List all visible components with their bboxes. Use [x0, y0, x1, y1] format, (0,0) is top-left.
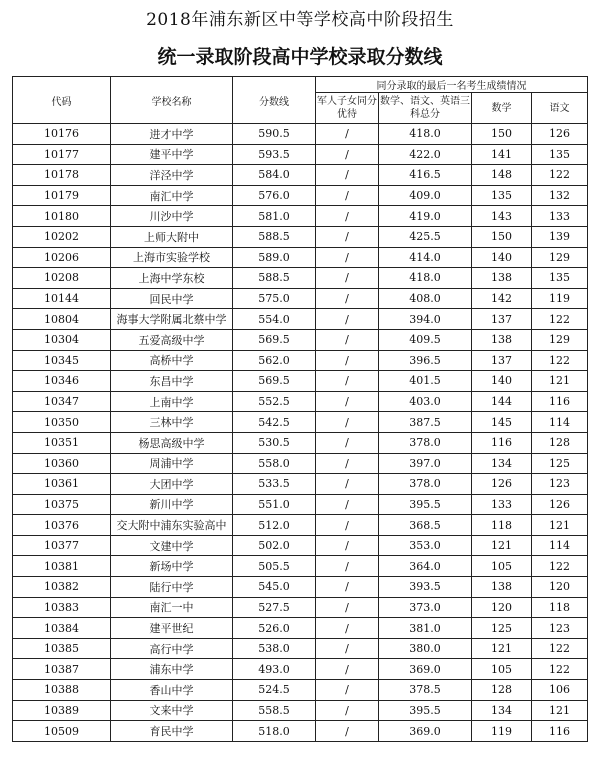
- cell-three-subject-total: 408.0: [379, 288, 472, 309]
- cell-school-name: 上海市实验学校: [111, 247, 233, 268]
- cell-score-line: 588.5: [233, 226, 316, 247]
- table-row: [13, 432, 588, 453]
- cell-code: 10347: [13, 391, 111, 412]
- cell-math: 138: [472, 268, 532, 289]
- cell-military-priority: /: [316, 638, 379, 659]
- header-code: 代码: [13, 77, 111, 124]
- cell-military-priority: /: [316, 371, 379, 392]
- cell-code: 10206: [13, 247, 111, 268]
- cell-chinese: 139: [532, 226, 588, 247]
- header-chinese: 语文: [532, 93, 588, 124]
- cell-chinese: 121: [532, 371, 588, 392]
- cell-chinese: 129: [532, 247, 588, 268]
- cell-chinese: 122: [532, 165, 588, 186]
- document-title: 2018年浦东新区中等学校高中阶段招生: [146, 10, 454, 30]
- cell-three-subject-total: 422.0: [379, 144, 472, 165]
- cell-score-line: 569.5: [233, 329, 316, 350]
- cell-military-priority: /: [316, 329, 379, 350]
- cell-three-subject-total: 393.5: [379, 577, 472, 598]
- cell-math: 121: [472, 638, 532, 659]
- cell-score-line: 505.5: [233, 556, 316, 577]
- table-row: [13, 638, 588, 659]
- cell-math: 118: [472, 515, 532, 536]
- cell-code: 10350: [13, 412, 111, 433]
- table-row: [13, 350, 588, 371]
- cell-code: 10144: [13, 288, 111, 309]
- cell-school-name: 文建中学: [111, 535, 233, 556]
- cell-chinese: 120: [532, 577, 588, 598]
- cell-military-priority: /: [316, 247, 379, 268]
- header-tie-break-group: 同分录取的最后一名考生成绩情况: [316, 77, 588, 93]
- cell-military-priority: /: [316, 144, 379, 165]
- cell-school-name: 进才中学: [111, 124, 233, 145]
- cell-code: 10179: [13, 185, 111, 206]
- cell-math: 119: [472, 721, 532, 742]
- cell-three-subject-total: 381.0: [379, 618, 472, 639]
- cell-school-name: 育民中学: [111, 721, 233, 742]
- cell-school-name: 交大附中浦东实验高中: [111, 515, 233, 536]
- cell-code: 10376: [13, 515, 111, 536]
- cell-score-line: 558.0: [233, 453, 316, 474]
- cell-score-line: 558.5: [233, 700, 316, 721]
- cell-three-subject-total: 373.0: [379, 597, 472, 618]
- admission-score-table: [12, 76, 588, 742]
- cell-school-name: 五爱高级中学: [111, 329, 233, 350]
- cell-three-subject-total: 395.5: [379, 494, 472, 515]
- cell-military-priority: /: [316, 453, 379, 474]
- cell-military-priority: /: [316, 268, 379, 289]
- cell-score-line: 518.0: [233, 721, 316, 742]
- table-row: [13, 618, 588, 639]
- cell-school-name: 建平中学: [111, 144, 233, 165]
- cell-three-subject-total: 369.0: [379, 659, 472, 680]
- cell-code: 10346: [13, 371, 111, 392]
- cell-military-priority: /: [316, 432, 379, 453]
- table-row: [13, 226, 588, 247]
- table-row: [13, 515, 588, 536]
- cell-military-priority: /: [316, 185, 379, 206]
- cell-school-name: 上南中学: [111, 391, 233, 412]
- header-military-priority: 军人子女同分优待: [316, 93, 379, 124]
- cell-score-line: 581.0: [233, 206, 316, 227]
- cell-code: 10177: [13, 144, 111, 165]
- table-row: [13, 185, 588, 206]
- table-row: [13, 680, 588, 701]
- cell-code: 10375: [13, 494, 111, 515]
- cell-chinese: 121: [532, 515, 588, 536]
- table-row: [13, 247, 588, 268]
- cell-school-name: 新川中学: [111, 494, 233, 515]
- cell-school-name: 回民中学: [111, 288, 233, 309]
- cell-math: 105: [472, 659, 532, 680]
- cell-code: 10178: [13, 165, 111, 186]
- cell-score-line: 593.5: [233, 144, 316, 165]
- cell-three-subject-total: 380.0: [379, 638, 472, 659]
- cell-chinese: 128: [532, 432, 588, 453]
- cell-military-priority: /: [316, 597, 379, 618]
- cell-three-subject-total: 418.0: [379, 124, 472, 145]
- table-row: [13, 288, 588, 309]
- cell-chinese: 126: [532, 494, 588, 515]
- cell-school-name: 南汇一中: [111, 597, 233, 618]
- cell-math: 148: [472, 165, 532, 186]
- table-body: [13, 124, 588, 742]
- cell-math: 116: [472, 432, 532, 453]
- cell-school-name: 三林中学: [111, 412, 233, 433]
- cell-score-line: 576.0: [233, 185, 316, 206]
- cell-math: 133: [472, 494, 532, 515]
- cell-code: 10509: [13, 721, 111, 742]
- cell-chinese: 126: [532, 124, 588, 145]
- cell-code: 10361: [13, 474, 111, 495]
- table-row: [13, 597, 588, 618]
- cell-score-line: 538.0: [233, 638, 316, 659]
- table-row: [13, 391, 588, 412]
- cell-score-line: 554.0: [233, 309, 316, 330]
- cell-school-name: 香山中学: [111, 680, 233, 701]
- cell-three-subject-total: 401.5: [379, 371, 472, 392]
- cell-code: 10208: [13, 268, 111, 289]
- cell-three-subject-total: 396.5: [379, 350, 472, 371]
- cell-math: 143: [472, 206, 532, 227]
- cell-three-subject-total: 378.0: [379, 474, 472, 495]
- cell-code: 10304: [13, 329, 111, 350]
- table-row: [13, 165, 588, 186]
- cell-three-subject-total: 395.5: [379, 700, 472, 721]
- cell-math: 105: [472, 556, 532, 577]
- cell-school-name: 高行中学: [111, 638, 233, 659]
- cell-code: 10202: [13, 226, 111, 247]
- cell-chinese: 122: [532, 659, 588, 680]
- cell-code: 10381: [13, 556, 111, 577]
- cell-chinese: 133: [532, 206, 588, 227]
- cell-three-subject-total: 364.0: [379, 556, 472, 577]
- cell-school-name: 陆行中学: [111, 577, 233, 598]
- cell-code: 10180: [13, 206, 111, 227]
- cell-three-subject-total: 409.0: [379, 185, 472, 206]
- cell-school-name: 周浦中学: [111, 453, 233, 474]
- cell-military-priority: /: [316, 391, 379, 412]
- table-row: [13, 577, 588, 598]
- cell-math: 137: [472, 350, 532, 371]
- cell-math: 128: [472, 680, 532, 701]
- cell-code: 10351: [13, 432, 111, 453]
- table-row: [13, 268, 588, 289]
- cell-school-name: 川沙中学: [111, 206, 233, 227]
- cell-score-line: 569.5: [233, 371, 316, 392]
- cell-three-subject-total: 403.0: [379, 391, 472, 412]
- table-row: [13, 474, 588, 495]
- cell-score-line: 527.5: [233, 597, 316, 618]
- header-score-line: 分数线: [233, 77, 316, 124]
- cell-military-priority: /: [316, 618, 379, 639]
- table-row: [13, 371, 588, 392]
- cell-math: 134: [472, 700, 532, 721]
- cell-chinese: 106: [532, 680, 588, 701]
- cell-math: 135: [472, 185, 532, 206]
- table-row: [13, 144, 588, 165]
- cell-military-priority: /: [316, 700, 379, 721]
- cell-three-subject-total: 397.0: [379, 453, 472, 474]
- cell-chinese: 125: [532, 453, 588, 474]
- cell-military-priority: /: [316, 124, 379, 145]
- cell-score-line: 493.0: [233, 659, 316, 680]
- cell-math: 138: [472, 577, 532, 598]
- cell-military-priority: /: [316, 556, 379, 577]
- cell-math: 142: [472, 288, 532, 309]
- cell-math: 140: [472, 247, 532, 268]
- cell-military-priority: /: [316, 577, 379, 598]
- cell-chinese: 122: [532, 556, 588, 577]
- cell-math: 140: [472, 371, 532, 392]
- cell-military-priority: /: [316, 288, 379, 309]
- cell-code: 10377: [13, 535, 111, 556]
- cell-school-name: 东昌中学: [111, 371, 233, 392]
- cell-school-name: 文来中学: [111, 700, 233, 721]
- cell-chinese: 122: [532, 309, 588, 330]
- cell-military-priority: /: [316, 165, 379, 186]
- cell-score-line: 575.0: [233, 288, 316, 309]
- cell-school-name: 上师大附中: [111, 226, 233, 247]
- cell-three-subject-total: 394.0: [379, 309, 472, 330]
- cell-three-subject-total: 416.5: [379, 165, 472, 186]
- cell-military-priority: /: [316, 412, 379, 433]
- cell-chinese: 114: [532, 412, 588, 433]
- cell-code: 10388: [13, 680, 111, 701]
- cell-military-priority: /: [316, 494, 379, 515]
- cell-school-name: 大团中学: [111, 474, 233, 495]
- cell-military-priority: /: [316, 659, 379, 680]
- cell-code: 10804: [13, 309, 111, 330]
- cell-math: 141: [472, 144, 532, 165]
- cell-military-priority: /: [316, 226, 379, 247]
- cell-math: 121: [472, 535, 532, 556]
- cell-code: 10384: [13, 618, 111, 639]
- cell-code: 10382: [13, 577, 111, 598]
- cell-three-subject-total: 378.0: [379, 432, 472, 453]
- cell-three-subject-total: 378.5: [379, 680, 472, 701]
- cell-chinese: 116: [532, 721, 588, 742]
- cell-chinese: 123: [532, 474, 588, 495]
- cell-chinese: 135: [532, 144, 588, 165]
- cell-chinese: 114: [532, 535, 588, 556]
- cell-chinese: 116: [532, 391, 588, 412]
- cell-math: 150: [472, 226, 532, 247]
- table-header-row: [13, 77, 588, 93]
- cell-chinese: 122: [532, 638, 588, 659]
- cell-math: 134: [472, 453, 532, 474]
- cell-three-subject-total: 414.0: [379, 247, 472, 268]
- cell-chinese: 135: [532, 268, 588, 289]
- cell-school-name: 南汇中学: [111, 185, 233, 206]
- cell-score-line: 512.0: [233, 515, 316, 536]
- cell-score-line: 502.0: [233, 535, 316, 556]
- cell-military-priority: /: [316, 515, 379, 536]
- table-row: [13, 535, 588, 556]
- cell-military-priority: /: [316, 535, 379, 556]
- cell-three-subject-total: 353.0: [379, 535, 472, 556]
- table-row: [13, 700, 588, 721]
- cell-three-subject-total: 387.5: [379, 412, 472, 433]
- cell-math: 150: [472, 124, 532, 145]
- cell-school-name: 浦东中学: [111, 659, 233, 680]
- document-subtitle: 统一录取阶段高中学校录取分数线: [157, 46, 443, 68]
- cell-math: 126: [472, 474, 532, 495]
- table-row: [13, 329, 588, 350]
- cell-code: 10345: [13, 350, 111, 371]
- header-three-subject-total: 数学、语文、英语三科总分: [379, 93, 472, 124]
- cell-code: 10387: [13, 659, 111, 680]
- cell-score-line: 545.0: [233, 577, 316, 598]
- header-school-name: 学校名称: [111, 77, 233, 124]
- cell-score-line: 552.5: [233, 391, 316, 412]
- cell-score-line: 589.0: [233, 247, 316, 268]
- cell-math: 144: [472, 391, 532, 412]
- cell-code: 10383: [13, 597, 111, 618]
- cell-military-priority: /: [316, 206, 379, 227]
- cell-score-line: 551.0: [233, 494, 316, 515]
- table-row: [13, 124, 588, 145]
- cell-school-name: 高桥中学: [111, 350, 233, 371]
- cell-score-line: 562.0: [233, 350, 316, 371]
- cell-three-subject-total: 425.5: [379, 226, 472, 247]
- cell-code: 10385: [13, 638, 111, 659]
- cell-three-subject-total: 368.5: [379, 515, 472, 536]
- cell-three-subject-total: 418.0: [379, 268, 472, 289]
- cell-chinese: 121: [532, 700, 588, 721]
- cell-math: 145: [472, 412, 532, 433]
- table-row: [13, 721, 588, 742]
- cell-chinese: 129: [532, 329, 588, 350]
- cell-math: 125: [472, 618, 532, 639]
- cell-school-name: 洋泾中学: [111, 165, 233, 186]
- cell-school-name: 建平世纪: [111, 618, 233, 639]
- cell-military-priority: /: [316, 350, 379, 371]
- table-row: [13, 206, 588, 227]
- cell-score-line: 530.5: [233, 432, 316, 453]
- header-math: 数学: [472, 93, 532, 124]
- cell-score-line: 526.0: [233, 618, 316, 639]
- cell-chinese: 132: [532, 185, 588, 206]
- cell-three-subject-total: 369.0: [379, 721, 472, 742]
- cell-chinese: 118: [532, 597, 588, 618]
- cell-score-line: 584.0: [233, 165, 316, 186]
- table-row: [13, 556, 588, 577]
- cell-school-name: 杨思高级中学: [111, 432, 233, 453]
- cell-score-line: 524.5: [233, 680, 316, 701]
- cell-math: 137: [472, 309, 532, 330]
- table-row: [13, 412, 588, 433]
- cell-code: 10176: [13, 124, 111, 145]
- cell-code: 10360: [13, 453, 111, 474]
- cell-score-line: 588.5: [233, 268, 316, 289]
- cell-military-priority: /: [316, 309, 379, 330]
- cell-school-name: 海事大学附属北蔡中学: [111, 309, 233, 330]
- table-row: [13, 309, 588, 330]
- cell-chinese: 123: [532, 618, 588, 639]
- table-row: [13, 494, 588, 515]
- cell-military-priority: /: [316, 721, 379, 742]
- table-row: [13, 453, 588, 474]
- cell-school-name: 上海中学东校: [111, 268, 233, 289]
- table-row: [13, 659, 588, 680]
- cell-chinese: 122: [532, 350, 588, 371]
- cell-military-priority: /: [316, 474, 379, 495]
- cell-three-subject-total: 419.0: [379, 206, 472, 227]
- cell-three-subject-total: 409.5: [379, 329, 472, 350]
- cell-chinese: 119: [532, 288, 588, 309]
- cell-military-priority: /: [316, 680, 379, 701]
- cell-score-line: 542.5: [233, 412, 316, 433]
- cell-score-line: 533.5: [233, 474, 316, 495]
- cell-score-line: 590.5: [233, 124, 316, 145]
- cell-code: 10389: [13, 700, 111, 721]
- cell-math: 138: [472, 329, 532, 350]
- cell-school-name: 新场中学: [111, 556, 233, 577]
- cell-math: 120: [472, 597, 532, 618]
